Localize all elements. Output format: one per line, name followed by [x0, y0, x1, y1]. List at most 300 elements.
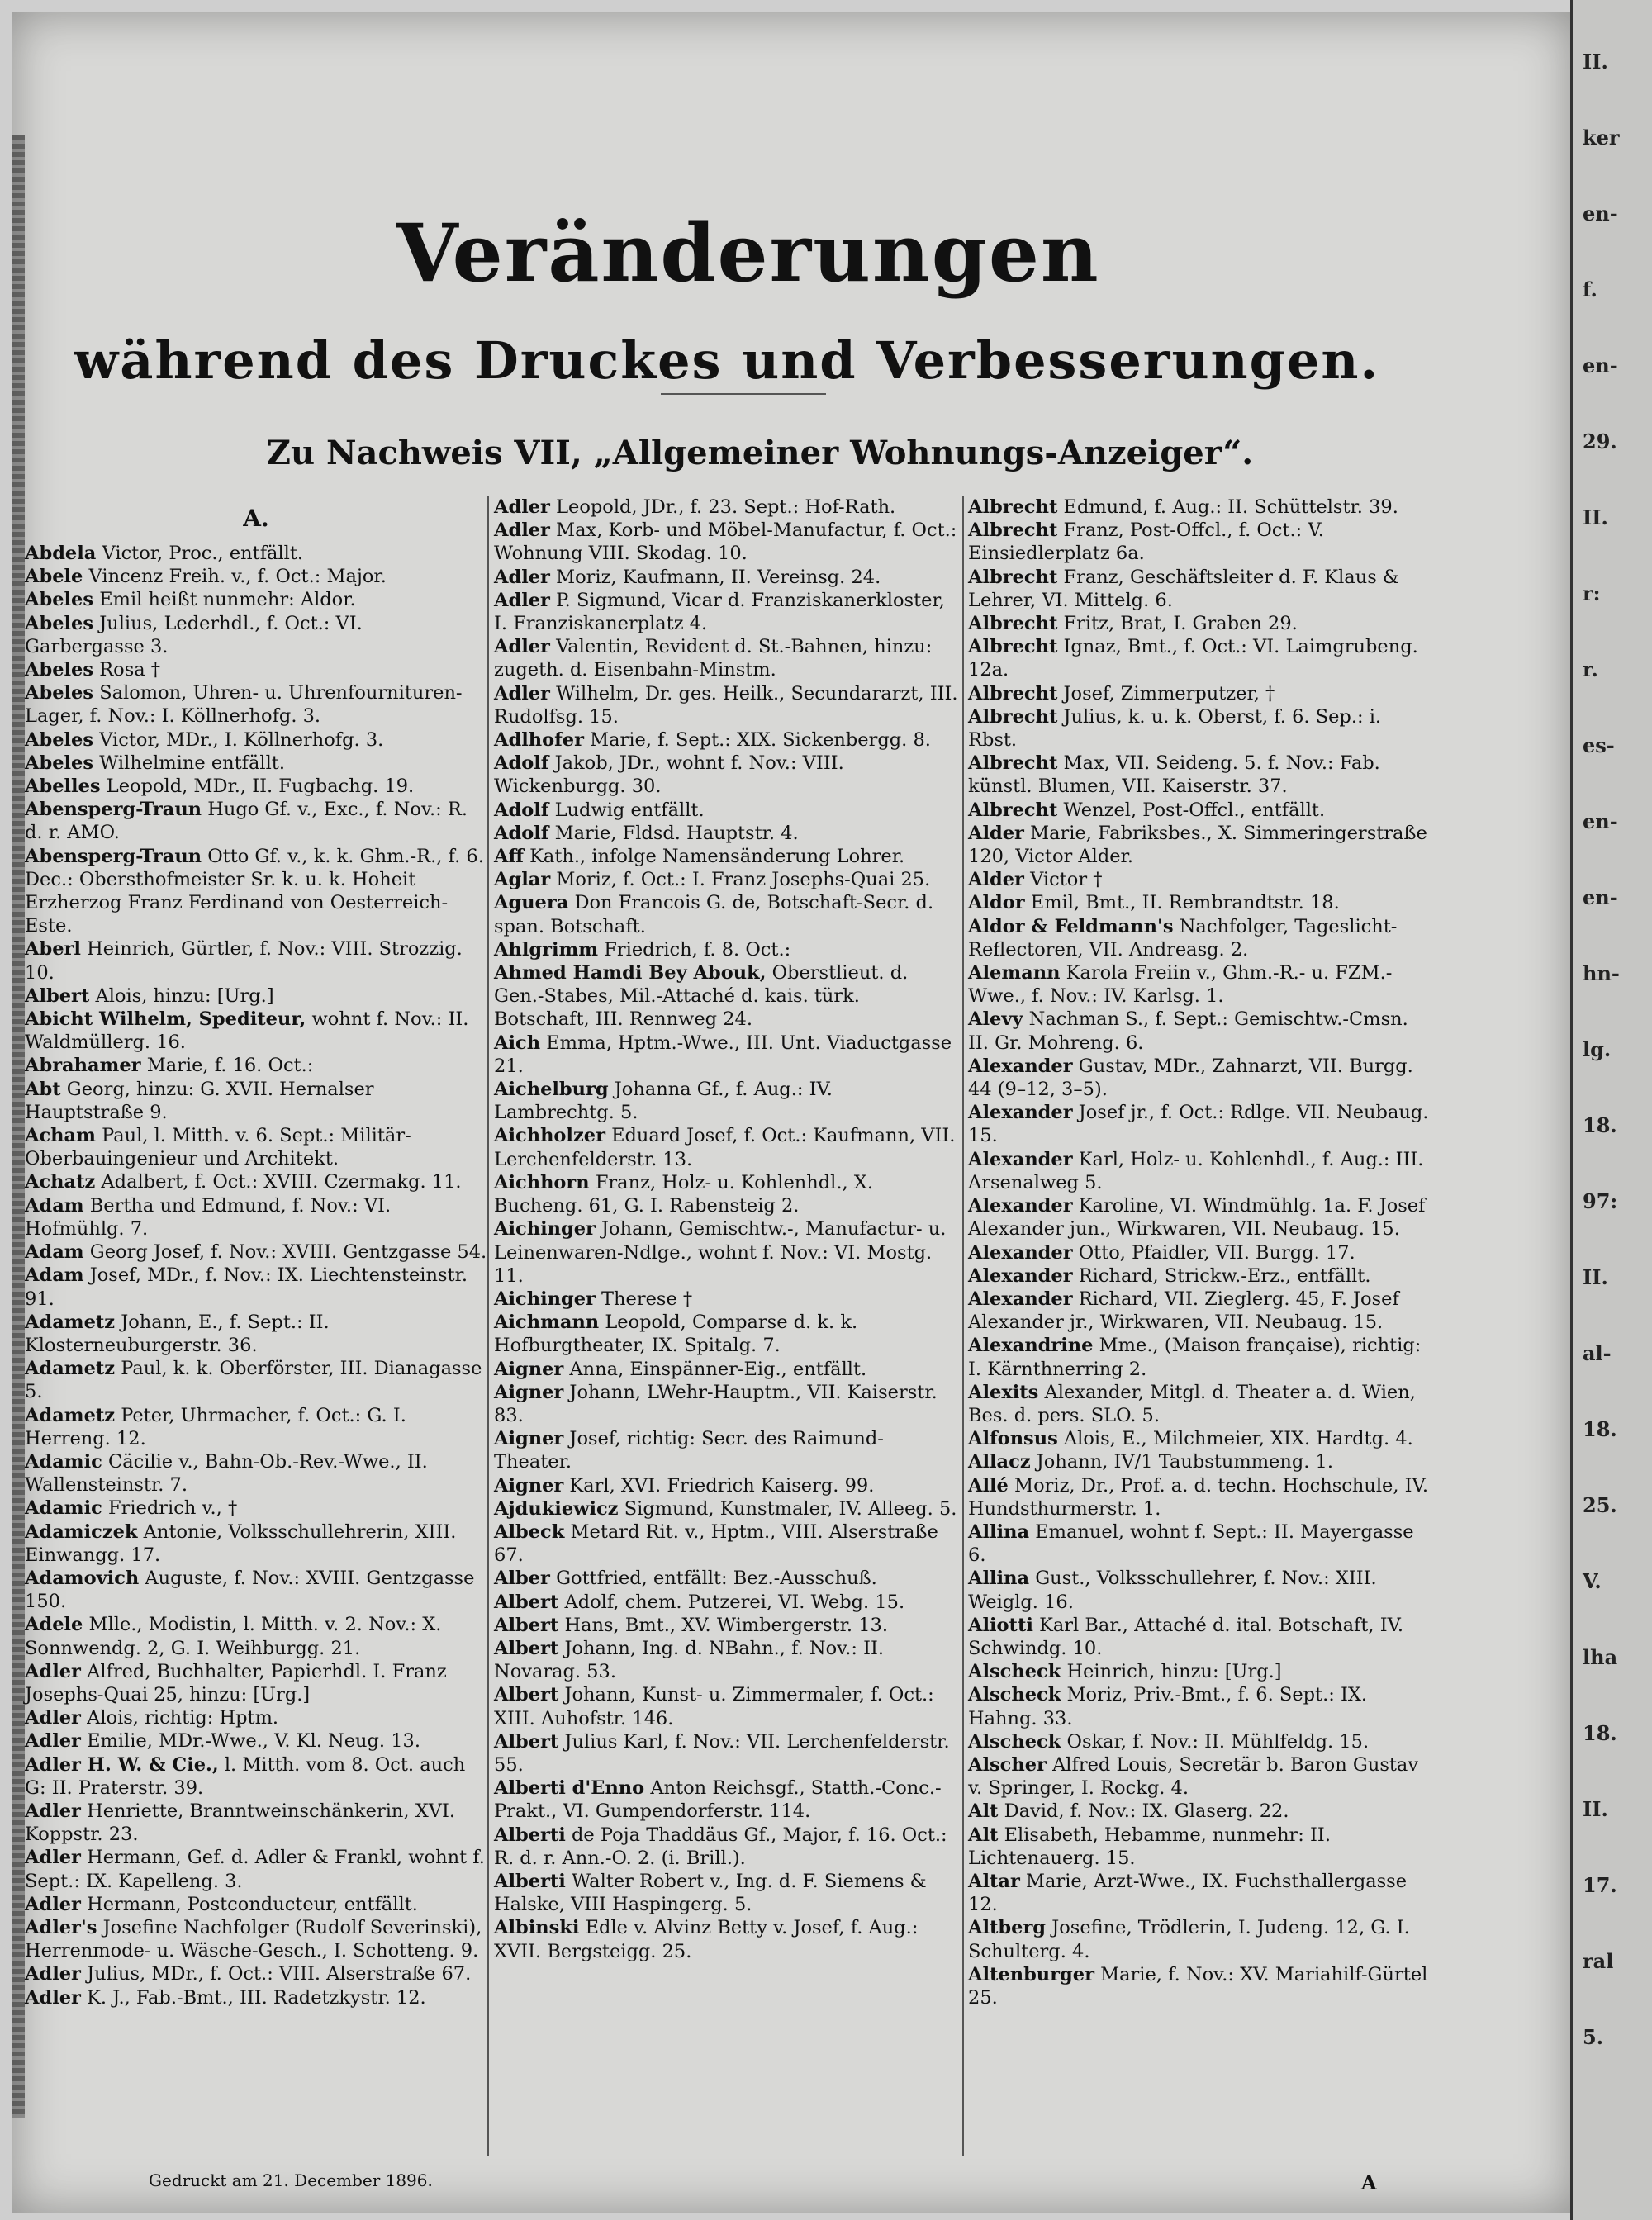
entry-name: Aff: [494, 846, 524, 868]
entry-text: Wenzel, Post-Offcl., entfällt.: [1063, 799, 1326, 821]
directory-entry: [494, 822, 958, 845]
entry-text: Franz, Holz- u. Kohlenhdl., X. Bucheng. 61, G. I. Rabensteig 2.: [494, 1171, 873, 1217]
entry-name: Altar: [968, 1870, 1020, 1892]
directory-entry: [494, 1124, 958, 1170]
entry-name: Albrecht: [968, 799, 1058, 821]
entry-text: Henriette, Branntweinschänkerin, XVI. Koppstr. 23.: [25, 1800, 456, 1846]
directory-entry: [25, 1264, 487, 1310]
entry-text: Nachfolger, Tageslicht-Reflectoren, VII. Andreasg. 2.: [968, 915, 1398, 961]
directory-entry: [494, 1776, 958, 1823]
directory-entry: [25, 937, 487, 984]
entry-name: Alt: [968, 1824, 999, 1846]
directory-entry: [968, 566, 1431, 612]
edge-fragment: en-: [1583, 202, 1618, 225]
directory-entry: [494, 1474, 958, 1497]
entry-name: Albrecht: [968, 705, 1058, 728]
directory-entry: [968, 682, 1431, 705]
entry-text: Marie, f. Sept.: XIX. Sickenbergg. 8.: [590, 729, 931, 752]
directory-entry: [25, 588, 487, 611]
entry-name: Alexits: [968, 1381, 1039, 1403]
directory-entry: [494, 1427, 958, 1473]
entry-name: Abelles: [25, 776, 101, 798]
edge-fragment: 17.: [1583, 1873, 1617, 1897]
entry-text: Alfred, Buchhalter, Papierhdl. I. Franz Josephs-Quai 25, hinzu: [Urg.]: [25, 1660, 447, 1705]
edge-fragment: II.: [1583, 1797, 1608, 1821]
entry-name: Aldor: [968, 892, 1025, 914]
directory-entry: [968, 891, 1431, 914]
entry-text: Antonie, Volksschullehrerin, XIII. Einwangg. 17.: [25, 1520, 457, 1566]
entry-text: Johann, Kunst- u. Zimmermaler, f. Oct.: XIII. Auhofstr. 146.: [494, 1684, 934, 1729]
entry-name: Aigner: [494, 1428, 564, 1450]
letter-heading: A.: [243, 505, 269, 532]
entry-name: Adolf: [494, 822, 549, 844]
directory-entry: [25, 1916, 487, 1962]
entry-name: Allina: [968, 1568, 1030, 1590]
directory-entry: [968, 1334, 1431, 1380]
entry-name: Alberti d'Enno: [494, 1777, 645, 1800]
entry-text: Valentin, Revident d. St.-Bahnen, hinzu: zugeth. d. Eisenbahn-Minstm.: [494, 636, 933, 681]
entry-name: Alberti: [494, 1870, 566, 1892]
entry-text: Auguste, f. Nov.: XVIII. Gentzgasse 150.: [25, 1567, 475, 1613]
entry-text: Alois, E., Milchmeier, XIX. Hardtg. 4.: [1063, 1428, 1413, 1450]
entry-text: Gottfried, entfällt: Bez.-Ausschuß.: [556, 1568, 877, 1590]
entry-text: Rosa †: [99, 659, 161, 681]
directory-entry: [25, 1613, 487, 1659]
entry-text: Victor, MDr., I. Köllnerhofg. 3.: [99, 728, 384, 751]
directory-entry: [494, 1078, 958, 1124]
edge-fragment: 5.: [1583, 2025, 1604, 2049]
edge-fragment: en-: [1583, 353, 1618, 377]
entry-text: Franz, Post-Offcl., f. Oct.: V. Einsiedlerplatz 6a.: [968, 519, 1324, 565]
edge-fragment: II.: [1583, 50, 1608, 74]
edge-fragment: ral: [1583, 1949, 1614, 1973]
edge-fragment: ker: [1583, 126, 1620, 149]
entry-name: Alevy: [968, 1008, 1023, 1031]
directory-entry: [968, 752, 1431, 798]
entry-text: Salomon, Uhren- u. Uhrenfournituren-Lager, f. Nov.: I. Köllnerhofg. 3.: [25, 682, 463, 728]
directory-entry: [494, 1916, 958, 1962]
entry-text: David, f. Nov.: IX. Glaserg. 22.: [1004, 1800, 1289, 1823]
directory-entry: [968, 1660, 1431, 1683]
print-date: Gedruckt am 21. December 1896.: [149, 2170, 433, 2190]
directory-entry: [494, 566, 958, 589]
entry-name: Abensperg-Traun: [25, 799, 202, 821]
directory-entry: [968, 1520, 1431, 1567]
column-divider: [487, 496, 489, 2156]
directory-entry: [25, 1753, 487, 1800]
edge-fragment: V.: [1583, 1569, 1602, 1593]
entry-name: Altenburger: [968, 1963, 1094, 1985]
entry-name: Aichinger: [494, 1218, 596, 1240]
entry-name: Abt: [25, 1078, 61, 1100]
entry-text: Heinrich, Gürtler, f. Nov.: VIII. Strozzig. 10.: [25, 938, 463, 984]
directory-entry: [968, 1288, 1431, 1334]
entry-name: Aguera: [494, 892, 569, 914]
directory-entry: [25, 1194, 487, 1240]
entry-name: Alexander: [968, 1148, 1073, 1170]
entry-text: Anna, Einspänner-Eig., entfällt.: [569, 1358, 867, 1380]
directory-entry: [968, 1450, 1431, 1473]
entry-text: Hans, Bmt., XV. Wimbergerstr. 13.: [564, 1614, 889, 1636]
entry-text: Johann, LWehr-Hauptm., VII. Kaiserstr. 83.: [494, 1381, 938, 1426]
entry-name: Adametz: [25, 1311, 116, 1333]
directory-entry: [25, 1450, 487, 1497]
directory-entry: [968, 915, 1431, 961]
entry-name: Alberti: [494, 1824, 566, 1846]
entry-name: Albrecht: [968, 636, 1058, 658]
entry-name: Albinski: [494, 1917, 580, 1939]
directory-entry: [25, 1567, 487, 1613]
entry-text: Friedrich v., †: [107, 1497, 238, 1520]
entry-name: Albert: [494, 1614, 559, 1636]
directory-entry: [494, 1614, 958, 1637]
edge-fragment: 25.: [1583, 1493, 1617, 1517]
entry-text: Marie, f. Nov.: XV. Mariahilf-Gürtel 25.: [968, 1963, 1428, 2009]
entry-name: Alexander: [968, 1055, 1073, 1077]
directory-entry: [494, 1311, 958, 1357]
signature-mark: A: [1361, 2170, 1377, 2194]
directory-entry: [25, 798, 487, 844]
directory-entry: [968, 1614, 1431, 1660]
directory-entry: [968, 1101, 1431, 1147]
edge-fragment: en-: [1583, 809, 1618, 833]
edge-fragment: en-: [1583, 885, 1618, 909]
directory-entry: [968, 1008, 1431, 1054]
entry-text: Heinrich, hinzu: [Urg.]: [1066, 1661, 1282, 1683]
directory-entry: [494, 1637, 958, 1683]
entry-name: Allacz: [968, 1451, 1031, 1473]
directory-entry: [25, 1008, 487, 1054]
directory-entry: [968, 1474, 1431, 1520]
directory-entry: [968, 1916, 1431, 1962]
entry-text: Hermann, Gef. d. Adler & Frankl, wohnt f. Sept.: IX. Kapelleng. 3.: [25, 1847, 485, 1892]
entry-name: Adler: [25, 1800, 81, 1822]
entry-name: Alexander: [968, 1264, 1073, 1287]
directory-entry: [494, 1683, 958, 1729]
entry-text: Johann, IV/1 Taubstummeng. 1.: [1036, 1451, 1334, 1473]
entry-text: Alois, richtig: Hptm.: [87, 1707, 279, 1729]
directory-entry: [494, 1032, 958, 1078]
entry-text: Oberstlieut. d. Gen.-Stabes, Mil.-Attaché d. kais. türk. Botschaft, III. Rennweg 24.: [494, 962, 909, 1031]
entry-text: Franz, Geschäftsleiter d. F. Klaus & Lehrer, VI. Mittelg. 6.: [968, 566, 1399, 611]
entry-text: Victor †: [1030, 869, 1103, 891]
entry-name: Abicht Wilhelm, Spediteur,: [25, 1008, 306, 1031]
title-divider: [661, 393, 826, 395]
entry-name: Albert: [494, 1684, 559, 1706]
entry-text: Hermann, Postconducteur, entfällt.: [87, 1893, 418, 1915]
entry-name: Adler: [25, 1847, 81, 1869]
entry-text: Nachman S., f. Sept.: Gemischtw.-Cmsn. II. Gr. Mohreng. 6.: [968, 1008, 1408, 1054]
entry-name: Alexander: [968, 1288, 1073, 1310]
entry-name: Adolf: [494, 752, 549, 775]
directory-entry: [25, 1962, 487, 1985]
entry-name: Adler: [494, 496, 550, 518]
directory-entry: [25, 658, 487, 681]
entry-name: Alscher: [968, 1753, 1047, 1776]
entry-name: Alexander: [968, 1241, 1073, 1264]
directory-entry: [25, 612, 487, 658]
directory-entry: [968, 1800, 1431, 1823]
entry-name: Adolf: [494, 799, 549, 821]
entry-name: Abeles: [25, 752, 94, 774]
entry-name: Albrecht: [968, 566, 1058, 588]
entry-text: Kath., infolge Namensänderung Lohrer.: [529, 846, 905, 868]
entry-name: Aichmann: [494, 1312, 600, 1334]
entry-text: Eduard Josef, f. Oct.: Kaufmann, VII. Lerchenfelderstr. 13.: [494, 1125, 956, 1170]
directory-entry: [25, 1404, 487, 1450]
entry-text: Moriz, Dr., Prof. a. d. techn. Hochschule, IV. Hundsthurmerstr. 1.: [968, 1474, 1429, 1520]
directory-entry: [968, 961, 1431, 1008]
entry-name: Abensperg-Traun: [25, 845, 202, 867]
entry-text: Oskar, f. Nov.: II. Mühlfeldg. 15.: [1066, 1730, 1370, 1753]
directory-entry: [494, 1824, 958, 1870]
entry-text: Georg Josef, f. Nov.: XVIII. Gentzgasse 54.: [89, 1241, 487, 1264]
entry-name: Alscheck: [968, 1661, 1061, 1683]
entry-text: Sigmund, Kunstmaler, IV. Alleeg. 5.: [624, 1497, 957, 1520]
directory-entry: [968, 612, 1431, 635]
entry-name: Aberl: [25, 938, 81, 961]
entry-text: Johann, Ing. d. NBahn., f. Nov.: II. Novarag. 53.: [494, 1637, 885, 1683]
directory-entry: [25, 1357, 487, 1403]
entry-text: Mme., (Maison française), richtig: I. Kärnthnerring 2.: [968, 1335, 1422, 1380]
entry-name: Adametz: [25, 1358, 116, 1380]
edge-fragment: r.: [1583, 657, 1598, 681]
entry-name: Ahlgrimm: [494, 938, 599, 961]
entry-name: Aichinger: [494, 1288, 596, 1310]
entry-text: Josefine Nachfolger (Rudolf Severinski), Herrenmode- u. Wäsche-Gesch., I. Schotteng. 9.: [25, 1916, 482, 1962]
entry-text: Victor, Proc., entfällt.: [102, 543, 304, 564]
entry-name: Adlhofer: [494, 729, 584, 752]
entry-name: Adler: [25, 1660, 81, 1682]
directory-entry: [968, 496, 1431, 519]
entry-text: Karl, Holz- u. Kohlenhdl., f. Aug.: III. Arsenalweg 5.: [968, 1148, 1424, 1193]
left-page-edge: [12, 135, 25, 2118]
directory-entry: [25, 1846, 487, 1892]
directory-entry: [968, 1870, 1431, 1916]
entry-text: Walter Robert v., Ing. d. F. Siemens & Halske, VIII Haspingerg. 5.: [494, 1870, 927, 1916]
entry-text: Johanna Gf., f. Aug.: IV. Lambrechtg. 5.: [494, 1079, 833, 1124]
directory-entry: [968, 868, 1431, 891]
entry-name: Alexander: [968, 1195, 1073, 1217]
entry-name: Alscheck: [968, 1730, 1061, 1753]
directory-entry: [494, 961, 958, 1032]
directory-entry: [968, 799, 1431, 822]
column-divider: [962, 496, 964, 2156]
directory-entry: [494, 1497, 958, 1520]
directory-entry: [968, 822, 1431, 868]
entry-name: Adamovich: [25, 1567, 140, 1589]
entry-text: Mlle., Modistin, l. Mitth. v. 2. Nov.: X. Sonnwendg. 2, G. I. Weihburgg. 21.: [25, 1614, 442, 1659]
entry-text: Leopold, MDr., II. Fugbachg. 19.: [106, 776, 415, 798]
entry-text: wohnt f. Nov.: II. Waldmüllerg. 16.: [25, 1008, 469, 1054]
entry-text: Bertha und Edmund, f. Nov.: VI. Hofmühlg. 7.: [25, 1194, 392, 1240]
entry-text: Gust., Volksschullehrer, f. Nov.: XIII. Weiglg. 16.: [968, 1568, 1377, 1613]
entry-name: Alemann: [968, 962, 1061, 984]
directory-entry: [25, 1729, 487, 1753]
entry-name: Abeles: [25, 682, 94, 704]
entry-name: Albrecht: [968, 613, 1058, 635]
entry-name: Adler: [25, 1707, 81, 1729]
entry-name: Alscheck: [968, 1684, 1061, 1706]
entry-text: Marie, Fabriksbes., X. Simmeringerstraße 120, Victor Alder.: [968, 822, 1427, 868]
entry-text: Julius, Lederhdl., f. Oct.: VI. Garbergasse 3.: [25, 612, 363, 657]
entry-name: Aldor & Feldmann's: [968, 915, 1174, 937]
entry-text: Anton Reichsgf., Statth.-Conc.-Prakt., VI. Gumpendorferstr. 114.: [494, 1777, 942, 1823]
directory-entry: [25, 984, 487, 1008]
entry-text: Metard Rit. v., Hptm., VIII. Alserstraße 67.: [494, 1520, 938, 1567]
directory-entry: [494, 799, 958, 822]
entry-text: Vincenz Freih. v., f. Oct.: Major.: [88, 566, 387, 588]
right-page-edge: [1570, 0, 1652, 2220]
entry-name: Adler: [25, 1986, 81, 2009]
entry-text: Adolf, chem. Putzerei, VI. Webg. 15.: [564, 1591, 905, 1613]
directory-entry: [25, 728, 487, 752]
column-1: [25, 496, 487, 2009]
entry-text: Moriz, f. Oct.: I. Franz Josephs-Quai 25.: [556, 869, 931, 891]
entry-text: Karola Freiin v., Ghm.-R.- u. FZM.-Wwe., f. Nov.: IV. Karlsg. 1.: [968, 962, 1393, 1008]
entry-name: Aliotti: [968, 1614, 1033, 1636]
entry-name: Adamic: [25, 1497, 102, 1520]
edge-fragment: al-: [1583, 1341, 1612, 1365]
directory-entry: [25, 1706, 487, 1729]
entry-name: Altberg: [968, 1917, 1047, 1939]
entry-text: Richard, VII. Zieglerg. 45, F. Josef Alexander jr., Wirkwaren, VII. Neubaug. 15.: [968, 1288, 1399, 1334]
entry-text: Wilhelmine entfällt.: [99, 752, 285, 774]
directory-entry: [25, 1986, 487, 2009]
entry-text: Karoline, VI. Windmühlg. 1a. F. Josef Alexander jun., Wirkwaren, VII. Neubaug. 15.: [968, 1195, 1426, 1240]
entry-text: Paul, l. Mitth. v. 6. Sept.: Militär-Oberbauingenieur und Architekt.: [25, 1125, 411, 1170]
directory-entry: [25, 1520, 487, 1567]
edge-fragment: es-: [1583, 733, 1615, 757]
entry-name: Abrahamer: [25, 1055, 141, 1077]
directory-entry: [494, 1381, 958, 1427]
entry-name: Adler: [25, 1730, 81, 1753]
entry-name: Adele: [25, 1614, 83, 1636]
entry-name: Abdela: [25, 543, 97, 564]
entry-text: Paul, k. k. Oberförster, III. Dianagasse 5.: [25, 1358, 482, 1403]
directory-entry: [968, 1055, 1431, 1101]
directory-entry: [494, 1870, 958, 1916]
entry-text: Ludwig entfällt.: [554, 799, 705, 821]
entry-text: Gustav, MDr., Zahnarzt, VII. Burgg. 44 (9–12, 3–5).: [968, 1055, 1413, 1101]
directory-entry: [968, 1148, 1431, 1194]
entry-text: Richard, Strickw.-Erz., entfällt.: [1078, 1264, 1371, 1287]
directory-entry: [25, 1078, 487, 1124]
edge-fragment: lg.: [1583, 1037, 1612, 1061]
directory-entry: [494, 938, 958, 961]
entry-text: Karl Bar., Attaché d. ital. Botschaft, IV. Schwindg. 10.: [968, 1614, 1404, 1659]
directory-entry: [494, 1217, 958, 1288]
entry-name: Adler: [494, 519, 550, 542]
entry-name: Achatz: [25, 1171, 96, 1193]
page-subtitle: während des Druckes und Verbesserungen.: [74, 330, 1380, 391]
directory-entry: [494, 752, 958, 798]
entry-text: Alois, hinzu: [Urg.]: [95, 984, 274, 1007]
entry-text: Leopold, JDr., f. 23. Sept.: Hof-Rath.: [556, 496, 896, 518]
entry-name: Adler: [494, 589, 550, 611]
directory-entry: [25, 1311, 487, 1357]
entry-name: Albert: [494, 1730, 559, 1753]
edge-fragment: 29.: [1583, 429, 1617, 453]
edge-fragment: 18.: [1583, 1721, 1617, 1745]
directory-entry: [968, 1567, 1431, 1613]
directory-entry: [968, 1194, 1431, 1240]
entry-text: Georg, hinzu: G. XVII. Hernalser Hauptstraße 9.: [25, 1078, 374, 1123]
directory-entry: [968, 1683, 1431, 1729]
entry-text: Elisabeth, Hebamme, nunmehr: II. Lichtenauerg. 15.: [968, 1824, 1331, 1869]
directory-entry: [494, 728, 958, 752]
entry-name: Adam: [25, 1241, 84, 1264]
entry-text: Alfred Louis, Secretär b. Baron Gustav v. Springer, I. Rockg. 4.: [968, 1753, 1419, 1800]
entry-text: Emanuel, wohnt f. Sept.: II. Mayergasse 6.: [968, 1520, 1414, 1567]
directory-entry: [25, 1054, 487, 1077]
entry-text: Alexander, Mitgl. d. Theater a. d. Wien, Bes. d. pers. SLO. 5.: [968, 1381, 1416, 1426]
entry-name: Ajdukiewicz: [494, 1497, 619, 1520]
entry-name: Alfonsus: [968, 1428, 1058, 1450]
directory-entry: [25, 1660, 487, 1706]
entry-text: Otto, Pfaidler, VII. Burgg. 17.: [1078, 1241, 1355, 1264]
directory-entry: [494, 682, 958, 728]
entry-name: Aigner: [494, 1381, 564, 1403]
entry-name: Alder: [968, 869, 1024, 891]
directory-entry: [494, 1730, 958, 1776]
entry-text: l. Mitth. vom 8. Oct. auch G: II. Praterstr. 39.: [25, 1753, 466, 1799]
directory-entry: [494, 496, 958, 519]
entry-text: Edmund, f. Aug.: II. Schüttelstr. 39.: [1063, 496, 1398, 518]
entry-name: Abeles: [25, 612, 94, 634]
entry-name: Albert: [25, 984, 90, 1007]
directory-entry: [968, 1730, 1431, 1753]
entry-name: Albrecht: [968, 682, 1058, 704]
entry-text: Julius, k. u. k. Oberst, f. 6. Sep.: i. Rbst.: [968, 705, 1382, 752]
page-title: Veränderungen: [396, 206, 1100, 300]
entry-name: Adler: [494, 682, 550, 704]
entry-name: Aichholzer: [494, 1125, 605, 1147]
entry-text: K. J., Fab.-Bmt., III. Radetzkystr. 12.: [87, 1986, 426, 2009]
entry-name: Adler H. W. & Cie.,: [25, 1753, 219, 1776]
entry-name: Adamiczek: [25, 1520, 138, 1543]
directory-entry: [494, 1591, 958, 1614]
entry-name: Aigner: [494, 1474, 564, 1497]
directory-entry: [968, 1381, 1431, 1427]
directory-entry: [25, 1497, 487, 1520]
directory-entry: [968, 519, 1431, 565]
column-3: [968, 496, 1431, 2009]
entry-text: Jakob, JDr., wohnt f. Nov.: VIII. Wickenburgg. 30.: [494, 752, 844, 798]
entry-name: Alber: [494, 1568, 550, 1590]
entry-name: Allina: [968, 1520, 1030, 1543]
entry-text: Cäcilie v., Bahn-Ob.-Rev.-Wwe., II. Wallensteinstr. 7.: [25, 1450, 428, 1497]
directory-entry: [968, 1264, 1431, 1288]
directory-entry: [494, 1520, 958, 1567]
entry-text: Otto Gf. v., k. k. Ghm.-R., f. 6. Dec.: Obersthofmeister Sr. k. u. k. Hoheit Erzherzog Franz Ferdinand von Oesterreich-Este.: [25, 845, 484, 937]
entry-name: Abeles: [25, 659, 94, 681]
edge-fragment: 18.: [1583, 1417, 1617, 1441]
entry-text: de Poja Thaddäus Gf., Major, f. 16. Oct.: R. d. r. Ann.-O. 2. (i. Brill.).: [494, 1824, 947, 1869]
entry-text: Hugo Gf. v., Exc., f. Nov.: R. d. r. AMO.: [25, 799, 468, 844]
entry-name: Aichhorn: [494, 1171, 590, 1193]
entry-name: Alexander: [968, 1102, 1073, 1124]
entry-text: Marie, Arzt-Wwe., IX. Fuchsthallergasse 12.: [968, 1870, 1408, 1916]
entry-name: Adler: [494, 566, 550, 588]
entry-text: Emil heißt nunmehr: Aldor.: [99, 589, 356, 611]
directory-entry: [968, 635, 1431, 681]
entry-name: Adam: [25, 1264, 84, 1287]
entry-name: Adler: [25, 1963, 81, 1985]
entry-text: Edle v. Alvinz Betty v. Josef, f. Aug.: XVII. Bergsteigg. 25.: [494, 1917, 919, 1962]
entry-name: Alexandrine: [968, 1335, 1094, 1357]
entry-name: Alt: [968, 1800, 999, 1823]
